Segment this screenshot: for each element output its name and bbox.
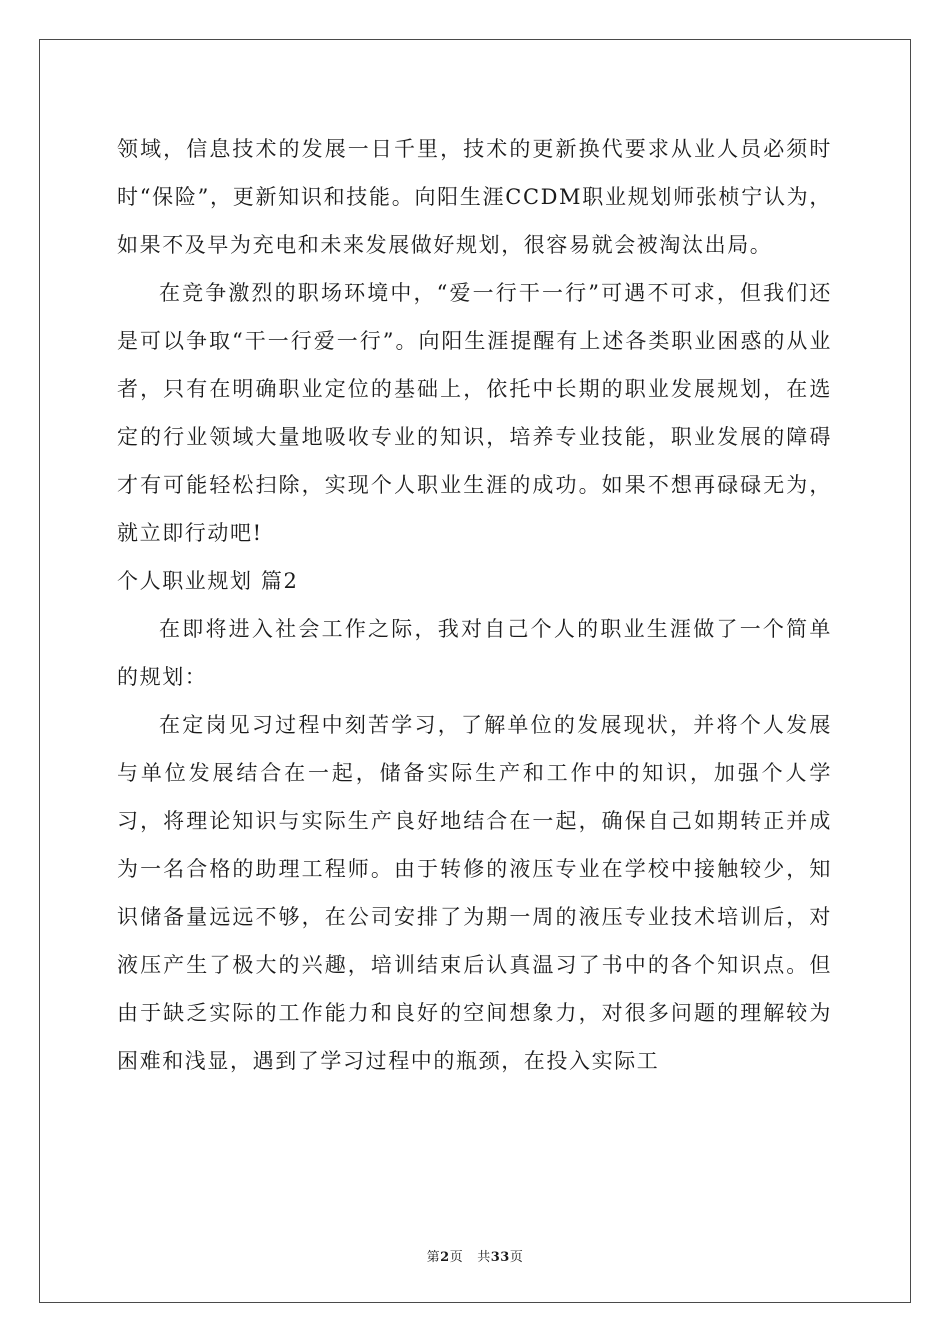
page-suffix: 页 [449,1250,464,1265]
section-heading: 个人职业规划 篇2 [117,569,299,593]
total-prefix: 共 [477,1250,491,1265]
page-number: 2 [440,1250,450,1265]
paragraph-internship: 在定岗见习过程中刻苦学习，了解单位的发展现状，并将个人发展与单位发展结合在一起，储备实际生产和工作中的知识，加强个人学习，将理论知识与实际生产良好地结合在一起，确保自己如期转正并成为一名合格的助理工程师。由于转修的液压专业在学校中接触较少，知识储备量远远不够，在公司安排了为期一周的液压专业技术培训后，对液压产生了极大的兴趣，培训结束后认真温习了书中的各个知识点。但由于缺乏实际的工作能力和良好的空间想象力，对很多问题的理解较为困难和浅显，遇到了学习过程中的瓶颈，在投入实际工 [117,713,832,1073]
page-prefix: 第 [426,1250,441,1265]
page-footer [0,1246,950,1265]
paragraph-competition: 在竞争激烈的职场环境中，“爱一行干一行”可遇不可求，但我们还是可以争取“干一行爱一行”。向阳生涯提醒有上述各类职业困惑的从业者，只有在明确职业定位的基础上，依托中长期的职业发展规划，在选定的行业领域大量地吸收专业的知识，培养专业技能，职业发展的障碍才有可能轻松扫除，实现个人职业生涯的成功。如果不想再碌碌无为，就立即行动吧! [117,281,832,545]
total-suffix: 页 [509,1250,524,1265]
total-pages: 33 [490,1250,510,1265]
paragraph-intro: 在即将进入社会工作之际，我对自己个人的职业生涯做了一个简单的规划： [117,617,832,689]
document-body [117,125,832,1085]
paragraph-continued: 领域，信息技术的发展一日千里，技术的更新换代要求从业人员必须时时“保险”，更新知识和技能。向阳生涯CCDM职业规划师张桢宁认为，如果不及早为充电和未来发展做好规划，很容易就会被淘汰出局。 [117,137,832,257]
